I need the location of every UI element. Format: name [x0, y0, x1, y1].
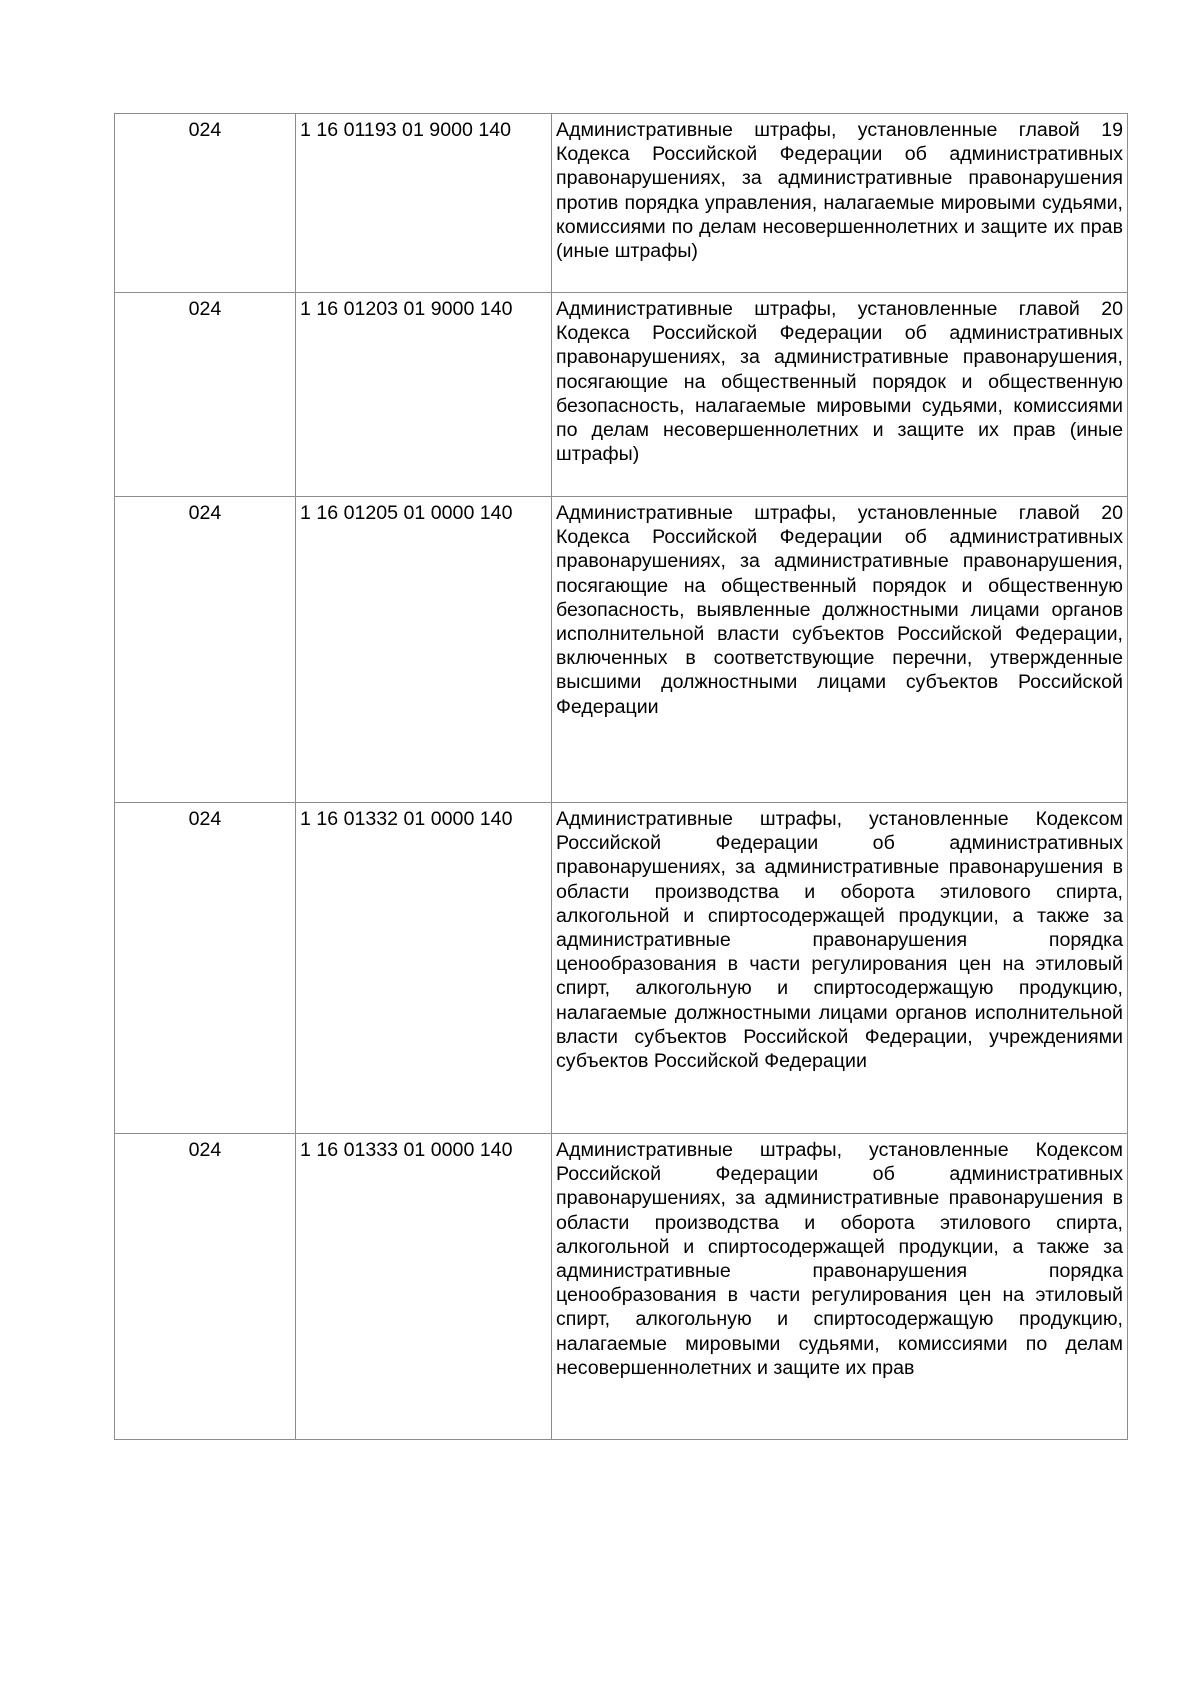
description-cell: Административные штрафы, установленные главой 20 Кодекса Российской Федерации об административных правонарушениях, за административные правонарушения, посягающие на общественный порядок и общественную безопасность, налагаемые мировыми судьями, комиссиями по делам несовершеннолетних и защите их прав (иные штрафы) — [552, 293, 1128, 497]
description-cell: Административные штрафы, установленные Кодексом Российской Федерации об административных правонарушениях, за административные правонарушения в области производства и оборота этилового спирта, алкогольной и спиртосодержащей продукции, а также за административные правонарушения порядка ценообразования в части регулирования цен на этиловый спирт, алкогольную и спиртосодержащую продукцию, налагаемые должностными лицами органов исполнительной власти субъектов Российской Федерации, учреждениями субъектов Российской Федерации — [552, 803, 1128, 1134]
kbk-code-cell: 1 16 01332 01 0000 140 — [296, 803, 552, 1134]
admin-code-cell: 024 — [115, 293, 296, 497]
table-row — [115, 114, 1128, 293]
description-cell: Административные штрафы, установленные главой 20 Кодекса Российской Федерации об административных правонарушениях, за административные правонарушения, посягающие на общественный порядок и общественную безопасность, выявленные должностными лицами органов исполнительной власти субъектов Российской Федерации, включенных в соответствующие перечни, утвержденные высшими должностными лицами субъектов Российской Федерации — [552, 497, 1128, 803]
description-cell: Административные штрафы, установленные главой 19 Кодекса Российской Федерации об административных правонарушениях, за административные правонарушения против порядка управления, налагаемые мировыми судьями, комиссиями по делам несовершеннолетних и защите их прав (иные штрафы) — [552, 114, 1128, 293]
kbk-code-cell: 1 16 01203 01 9000 140 — [296, 293, 552, 497]
budget-codes-table — [114, 113, 1128, 1440]
admin-code-cell: 024 — [115, 497, 296, 803]
description-cell: Административные штрафы, установленные Кодексом Российской Федерации об административных правонарушениях, за административные правонарушения в области производства и оборота этилового спирта, алкогольной и спиртосодержащей продукции, а также за административные правонарушения порядка ценообразования в части регулирования цен на этиловый спирт, алкогольную и спиртосодержащую продукцию, налагаемые мировыми судьями, комиссиями по делам несовершеннолетних и защите их прав — [552, 1134, 1128, 1440]
kbk-code-cell: 1 16 01333 01 0000 140 — [296, 1134, 552, 1440]
kbk-code-cell: 1 16 01193 01 9000 140 — [296, 114, 552, 293]
table-row — [115, 1134, 1128, 1440]
admin-code-cell: 024 — [115, 803, 296, 1134]
table-row — [115, 293, 1128, 497]
table-row — [115, 803, 1128, 1134]
kbk-code-cell: 1 16 01205 01 0000 140 — [296, 497, 552, 803]
admin-code-cell: 024 — [115, 1134, 296, 1440]
admin-code-cell: 024 — [115, 114, 296, 293]
table-row — [115, 497, 1128, 803]
